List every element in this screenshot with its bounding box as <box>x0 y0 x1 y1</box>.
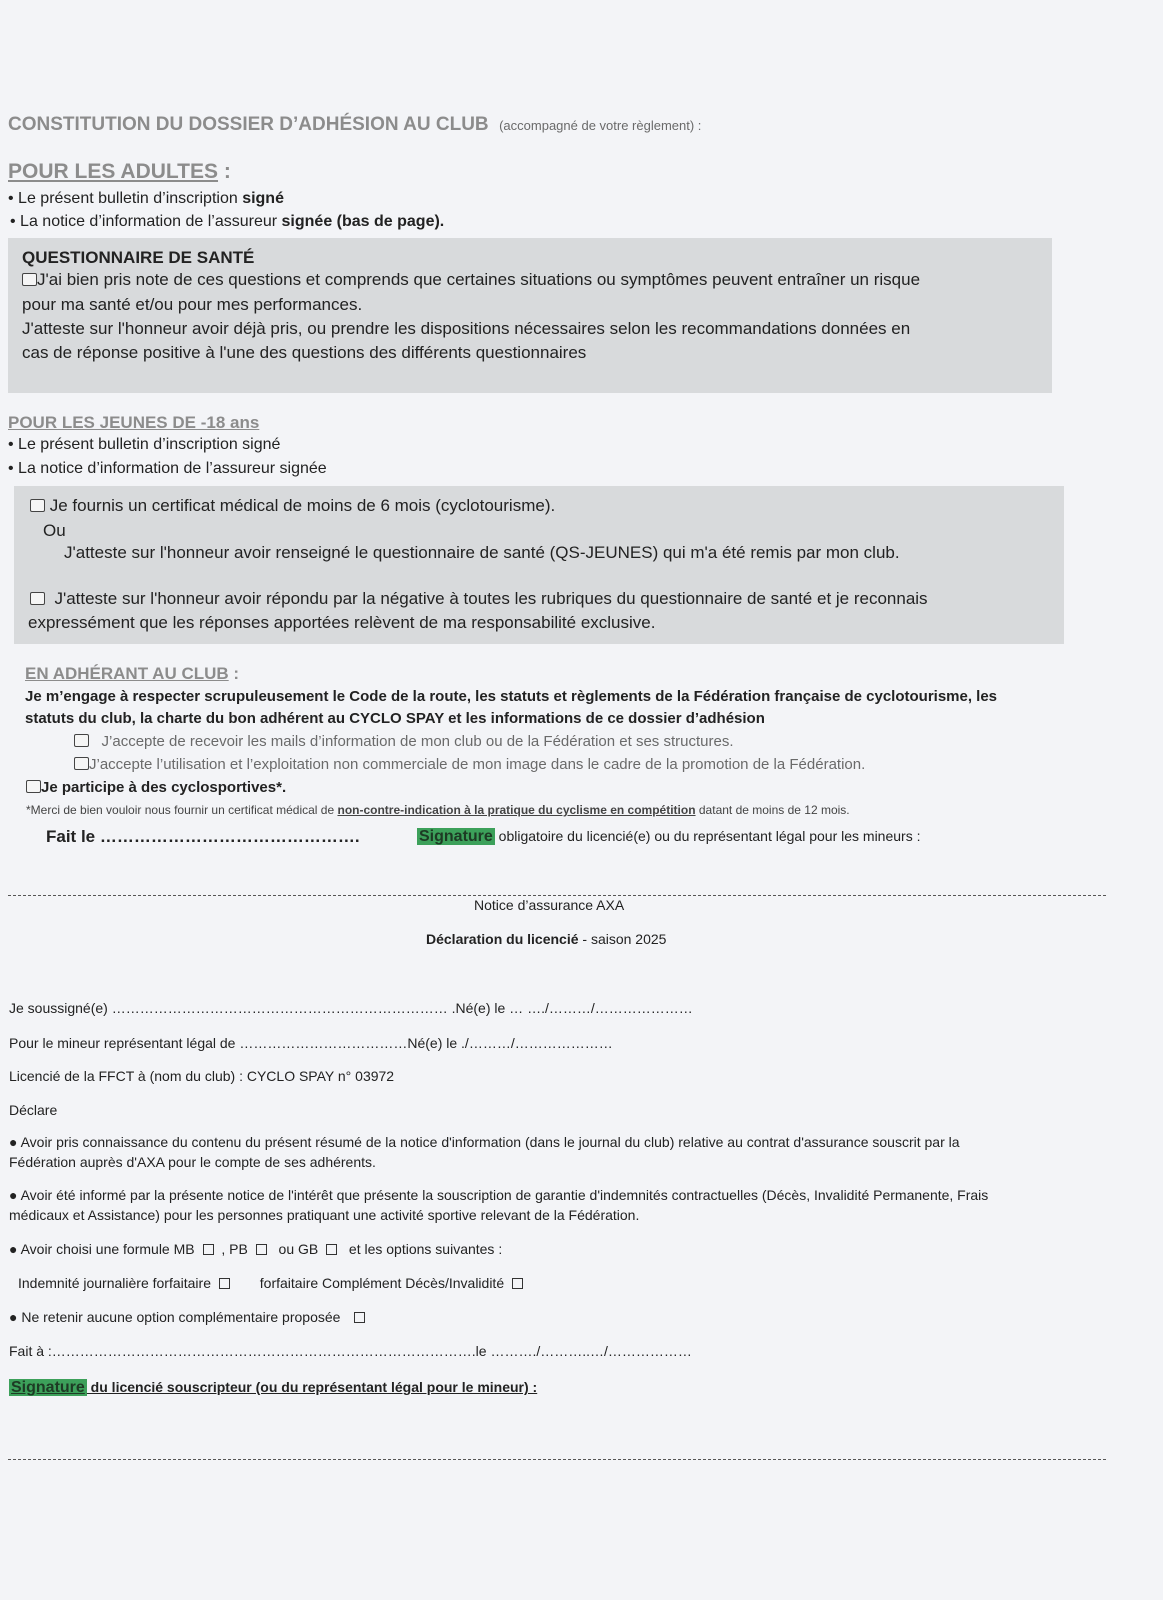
adherant-fait-le: Fait le ………………………………………. <box>46 827 360 846</box>
adultes-item-1 <box>8 190 284 208</box>
formule-mb-checkbox[interactable] <box>203 1244 214 1255</box>
adultes-heading-colon: : <box>223 160 231 183</box>
adultes-item-2-bold: signée (bas de page). <box>281 213 445 230</box>
questionnaire-line-3: J'atteste sur l'honneur avoir déjà pris, ou prendre les dispositions nécessaires selon les recommandations données en <box>22 319 911 338</box>
dossier-subtitle: (accompagné de votre règlement) : <box>499 118 702 133</box>
option-image-checkbox[interactable] <box>74 757 89 770</box>
dossier-title: CONSTITUTION DU DOSSIER D’ADHÉSION AU CLUB <box>8 114 489 135</box>
questionnaire-checkbox[interactable] <box>22 273 37 286</box>
notice-p2-line-2: médicaux et Assistance) pour les personnes pratiquant une activité sportive relevant de la Fédération. <box>9 1207 640 1223</box>
questionnaire-line-1-text: J'ai bien pris note de ces questions et comprends que certaines situations ou symptômes peuvent entraîner un risque <box>37 270 921 289</box>
adherant-note-post: datant de moins de 12 mois. <box>695 803 850 817</box>
jeunes-ou: Ou <box>43 521 66 540</box>
adultes-item-1-bold: signé <box>242 190 284 207</box>
option-cyclosportives-text: Je participe à des cyclosportives*. <box>41 779 287 796</box>
adultes-heading <box>8 160 231 184</box>
option-cyclosportives-checkbox[interactable] <box>26 780 41 793</box>
adultes-item-2-text: • La notice d’information de l’assureur <box>10 213 282 230</box>
adherant-signature-line <box>417 828 920 846</box>
jeunes-item-2: • La notice d’information de l’assureur signée <box>8 460 327 477</box>
adultes-item-2 <box>10 213 444 231</box>
formule-ou-gb: ou GB <box>278 1241 319 1257</box>
adherant-note <box>26 803 850 817</box>
jeunes-item-1: • Le présent bulletin d’inscription signé <box>8 436 281 453</box>
formule-pb-checkbox[interactable] <box>256 1244 267 1255</box>
questionnaire-line-4: cas de réponse positive à l'une des questions des différents questionnaires <box>22 343 587 362</box>
adherant-signature-label: Signature <box>419 828 493 845</box>
retenir-text: ● Ne retenir aucune option complémentaire proposée <box>9 1309 341 1325</box>
notice-line-licencie: Licencié de la FFCT à (nom du club) : CYCLO SPAY n° 03972 <box>9 1068 395 1084</box>
option-mails-text: J’accepte de recevoir les mails d’information de mon club ou de la Fédération et ses structures. <box>101 733 734 750</box>
option-complement-text: forfaitaire Complément Décès/Invalidité <box>259 1275 505 1291</box>
questionnaire-title: QUESTIONNAIRE DE SANTÉ <box>22 248 255 267</box>
option-indemnite-text: Indemnité journalière forfaitaire <box>18 1275 211 1291</box>
jeunes-option-2-line-2: expressément que les réponses apportées relèvent de ma responsabilité exclusive. <box>28 613 656 632</box>
notice-p1-line-2: Fédération auprès d'AXA pour le compte de ses adhérents. <box>9 1154 376 1170</box>
option-image-text: J’accepte l’utilisation et l’exploitation non commerciale de mon image dans le cadre de la promotion de la Fédération. <box>89 756 866 773</box>
option-mails-checkbox[interactable] <box>74 734 89 747</box>
notice-retenir-line <box>9 1309 369 1325</box>
notice-line-mineur[interactable]: Pour le mineur représentant légal de ………………………………Né(e) le ./………/………………… <box>9 1035 613 1051</box>
notice-declare: Déclare <box>9 1102 58 1118</box>
jeunes-option-1-text: Je fournis un certificat médical de moins de 6 mois (cyclotourisme). <box>49 496 556 515</box>
retenir-checkbox[interactable] <box>354 1312 365 1323</box>
adherant-option-cyclosportives <box>26 779 286 796</box>
adherant-engage-line-1: Je m’engage à respecter scrupuleusement le Code de la route, les statuts et règlements de la Fédération française de cyclotourisme, les <box>25 688 998 705</box>
jeunes-option-2-checkbox[interactable] <box>30 592 45 605</box>
option-complement-checkbox[interactable] <box>512 1278 523 1289</box>
formule-gb-checkbox[interactable] <box>326 1244 337 1255</box>
adherant-note-underlined: non-contre-indication à la pratique du cyclisme en compétition <box>337 803 696 817</box>
option-indemnite-checkbox[interactable] <box>219 1278 230 1289</box>
notice-line-soussigne[interactable]: Je soussigné(e) ……………………………………………………………… .Né(e) le … …./………/………………… <box>9 1000 693 1016</box>
adherant-option-image <box>74 756 865 773</box>
jeunes-option-1-checkbox[interactable] <box>30 499 45 512</box>
questionnaire-line-1 <box>22 270 920 290</box>
formule-post: et les options suivantes : <box>348 1241 503 1257</box>
notice-options-line <box>18 1275 527 1291</box>
notice-declaration-rest: - saison 2025 <box>578 931 667 947</box>
jeunes-option-1b: J'atteste sur l'honneur avoir renseigné le questionnaire de santé (QS-JEUNES) qui m'a été remis par mon club. <box>64 543 900 562</box>
notice-signature-line <box>9 1379 537 1397</box>
notice-title: Notice d’assurance AXA <box>474 897 625 913</box>
jeunes-option-2 <box>30 589 928 609</box>
notice-declaration <box>426 931 666 947</box>
formule-pre: ● Avoir choisi une formule MB <box>9 1241 195 1257</box>
dossier-title-line <box>8 114 701 136</box>
adherant-engage-line-2: statuts du club, la charte du bon adhérent au CYCLO SPAY et les informations de ce dossier d’adhésion <box>25 710 765 727</box>
cut-line-bottom <box>8 1459 1106 1460</box>
adherant-heading <box>25 664 239 684</box>
adherant-option-mails <box>74 733 734 750</box>
notice-fait-a[interactable]: Fait à :……………………………………………………………………………….le ………./………..…/……………… <box>9 1343 692 1359</box>
adultes-heading-text: POUR LES ADULTES <box>8 160 219 183</box>
adultes-item-1-text: • Le présent bulletin d’inscription <box>8 190 243 207</box>
jeunes-option-1 <box>30 496 555 516</box>
adherant-heading-colon: : <box>233 664 240 683</box>
notice-p2-line-1: ● Avoir été informé par la présente notice de l'intérêt que présente la souscription de garantie d'indemnités contractuelles (Décès, Invalidité Permanente, Frais <box>9 1187 989 1203</box>
notice-declaration-bold: Déclaration du licencié <box>426 931 579 947</box>
notice-p1-line-1: ● Avoir pris connaissance du contenu du présent résumé de la notice d'information (dans le journal du club) relative au contrat d'assurance souscrit par la <box>9 1134 960 1150</box>
adherant-heading-text: EN ADHÉRANT AU CLUB <box>25 664 229 683</box>
adherant-note-pre: *Merci de bien vouloir nous fournir un certificat médical de <box>26 803 338 817</box>
notice-formule-line <box>9 1241 502 1257</box>
jeunes-option-2-line-1: J'atteste sur l'honneur avoir répondu par la négative à toutes les rubriques du questionnaire de santé et je reconnais <box>54 589 928 608</box>
questionnaire-line-2: pour ma santé et/ou pour mes performances. <box>22 295 363 314</box>
notice-signature-label: Signature <box>11 1379 85 1396</box>
jeunes-heading: POUR LES JEUNES DE -18 ans <box>8 413 260 432</box>
cut-line-top <box>8 895 1106 896</box>
notice-signature-after: du licencié souscripteur (ou du représentant légal pour le mineur) : <box>86 1379 538 1395</box>
adherant-signature-after: obligatoire du licencié(e) ou du représentant légal pour les mineurs : <box>494 828 921 844</box>
formule-pb: , PB <box>221 1241 248 1257</box>
